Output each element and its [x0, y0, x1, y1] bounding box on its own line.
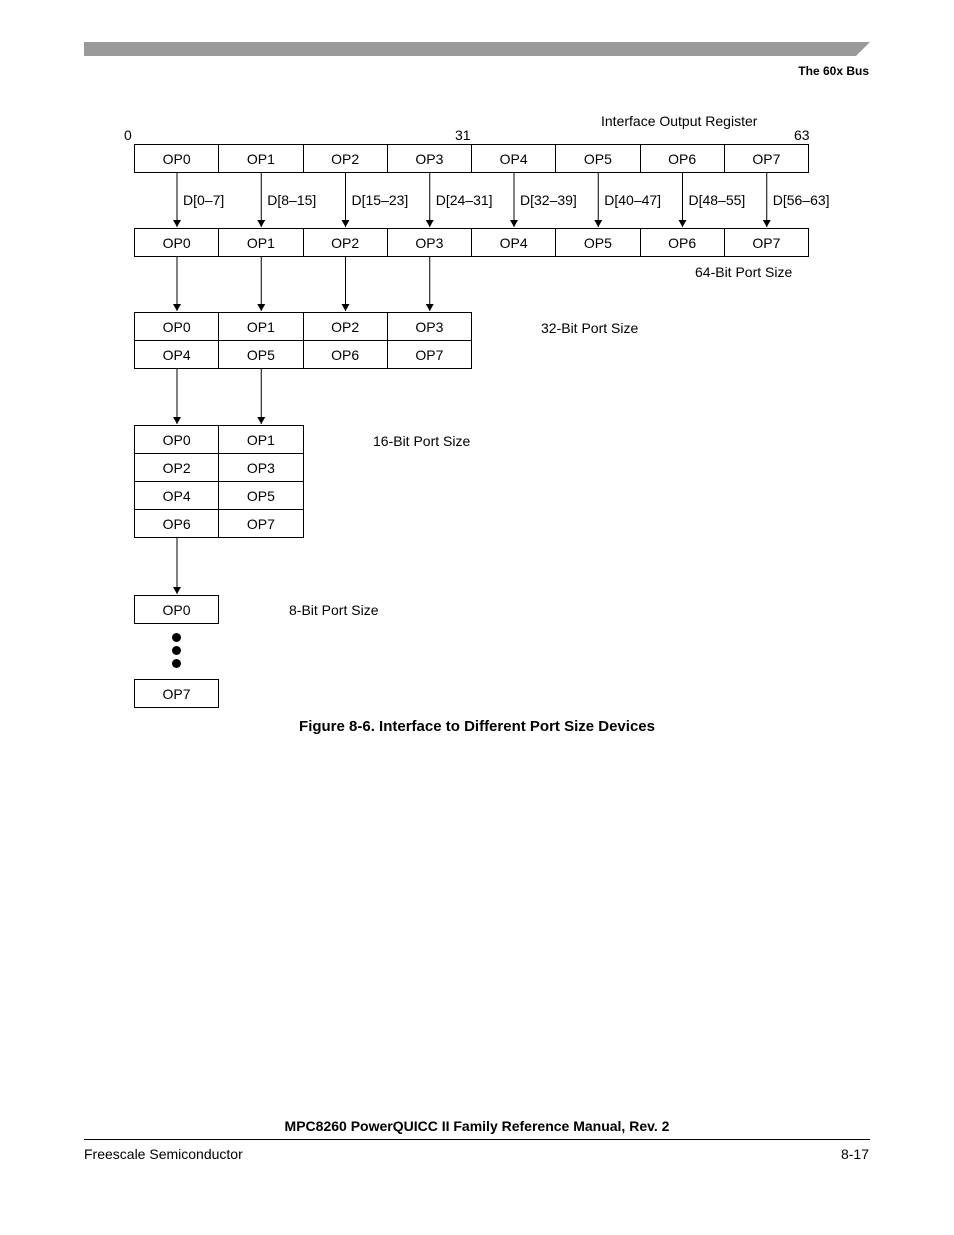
register-cell: OP3 [387, 144, 472, 173]
port-16-cell: OP2 [134, 453, 219, 482]
port-64-cell: OP6 [640, 228, 725, 257]
data-lane-label: D[40–47] [604, 192, 662, 208]
port-64-cell: OP2 [303, 228, 388, 257]
data-lane-label: D[48–55] [688, 192, 746, 208]
register-cell: OP4 [471, 144, 556, 173]
port-64-label: 64-Bit Port Size [695, 264, 793, 280]
port-16-cell: OP7 [218, 509, 303, 538]
data-lane-label: D[56–63] [772, 192, 830, 208]
port-16-cell: OP6 [134, 509, 219, 538]
port-8-first-cell: OP0 [134, 595, 219, 624]
page-number: 8-17 [840, 1146, 869, 1162]
port-32-cell: OP6 [303, 340, 388, 369]
figure-caption: Figure 8-6. Interface to Different Port Size Devices [299, 718, 655, 735]
footer-divider [84, 1139, 870, 1140]
port-64-cell: OP4 [471, 228, 556, 257]
port-64-cell: OP3 [387, 228, 472, 257]
port-16-cell: OP5 [218, 481, 303, 510]
port-64-cell: OP7 [724, 228, 809, 257]
port-32-cell: OP3 [387, 312, 472, 341]
port-16-cell: OP0 [134, 425, 219, 454]
register-cell: OP6 [640, 144, 725, 173]
port-32-cell: OP5 [218, 340, 303, 369]
port-32-cell: OP1 [218, 312, 303, 341]
bit-label-31: 31 [455, 127, 471, 143]
port-16-label: 16-Bit Port Size [373, 433, 471, 449]
port-64-cell: OP5 [555, 228, 640, 257]
data-lane-label: D[15–23] [351, 192, 409, 208]
section-title: The 60x Bus [798, 64, 869, 78]
port-64-cell: OP1 [218, 228, 303, 257]
bit-label-63: 63 [794, 127, 810, 143]
register-label: Interface Output Register [601, 113, 758, 129]
register-cell: OP2 [303, 144, 388, 173]
register-cell: OP0 [134, 144, 219, 173]
port-8-last-cell: OP7 [134, 679, 219, 708]
port-32-cell: OP4 [134, 340, 219, 369]
register-cell: OP7 [724, 144, 809, 173]
data-lane-label: D[8–15] [267, 192, 317, 208]
port-64-cell: OP0 [134, 228, 219, 257]
manual-title: MPC8260 PowerQUICC II Family Reference Manual, Rev. 2 [284, 1118, 670, 1134]
port-16-cell: OP4 [134, 481, 219, 510]
port-32-cell: OP2 [303, 312, 388, 341]
register-cell: OP5 [555, 144, 640, 173]
port-32-label: 32-Bit Port Size [541, 320, 639, 336]
publisher: Freescale Semiconductor [84, 1146, 243, 1162]
port-16-cell: OP3 [218, 453, 303, 482]
data-lane-label: D[0–7] [183, 192, 225, 208]
data-lane-label: D[24–31] [435, 192, 493, 208]
port-8-label: 8-Bit Port Size [289, 602, 379, 618]
register-cell: OP1 [218, 144, 303, 173]
port-32-cell: OP0 [134, 312, 219, 341]
data-lane-label: D[32–39] [520, 192, 577, 208]
bit-label-0: 0 [124, 127, 132, 143]
port-32-cell: OP7 [387, 340, 472, 369]
port-16-cell: OP1 [218, 425, 303, 454]
